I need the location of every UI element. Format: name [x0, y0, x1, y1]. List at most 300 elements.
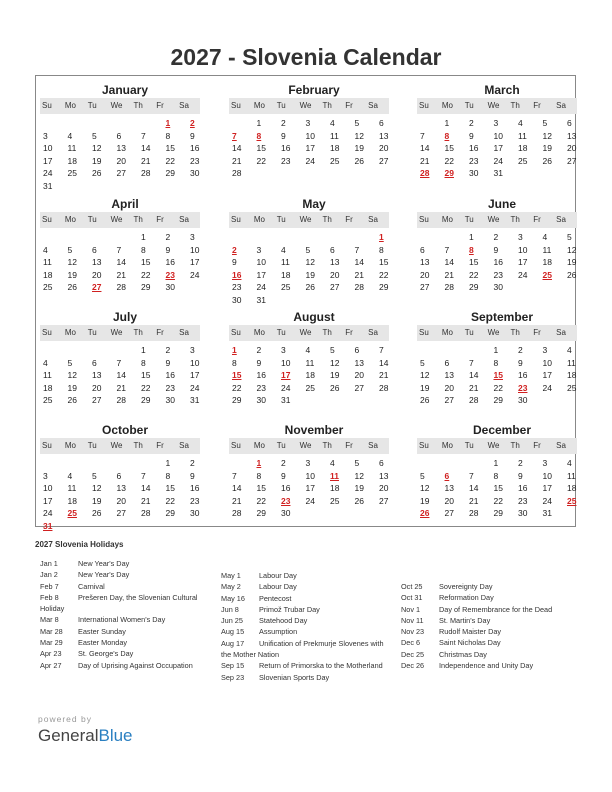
weekday-label: Mo	[441, 215, 453, 224]
day-cell: 5	[92, 470, 97, 481]
day-cell: 31	[256, 294, 266, 305]
day-cell: 3	[190, 232, 195, 242]
day-cell: 21	[141, 495, 151, 506]
day-cell: 28	[469, 508, 479, 518]
day-cell: 23	[256, 382, 266, 393]
day-cell: 23	[469, 155, 479, 166]
weekday-label: Mo	[441, 101, 453, 110]
day-cell: 30	[190, 508, 200, 518]
day-cell: 15	[165, 143, 175, 153]
day-cell: 8	[165, 130, 171, 141]
holiday-item	[221, 604, 401, 615]
day-cell: 26	[67, 395, 77, 405]
weekday-label: Sa	[556, 441, 566, 450]
holiday-day: 7	[232, 130, 237, 141]
weekday-header	[229, 438, 389, 454]
day-cell: 15	[493, 483, 503, 493]
day-cell: 3	[43, 470, 48, 481]
day-cell: 19	[354, 483, 364, 493]
weekday-label: Fr	[533, 101, 541, 110]
holiday-name: Christmas Day	[439, 649, 487, 659]
holiday-item	[221, 581, 401, 592]
day-cell: 24	[542, 495, 552, 506]
day-cell: 23	[165, 382, 175, 393]
day-cell: 3	[43, 130, 48, 141]
holiday-item	[221, 672, 401, 683]
day-cell: 27	[330, 282, 340, 292]
day-cell: 24	[281, 382, 291, 393]
day-cell: 18	[43, 382, 53, 393]
day-cell: 27	[420, 282, 430, 292]
day-cell: 2	[469, 118, 474, 128]
day-cell: 5	[305, 244, 311, 255]
day-cell: 4	[67, 130, 73, 141]
day-cell: 12	[330, 357, 340, 368]
weekday-label: Tu	[464, 101, 474, 110]
weekday-header	[229, 98, 389, 114]
weekday-label: Su	[231, 328, 241, 337]
holiday-name: St. George's Day	[78, 649, 134, 659]
day-cell: 30	[518, 395, 528, 405]
day-cell: 9	[190, 130, 195, 141]
day-cell: 17	[190, 370, 200, 380]
day-cell: 4	[567, 458, 572, 468]
day-cell: 2	[493, 232, 499, 242]
holiday-day: 27	[92, 282, 102, 292]
day-cell: 11	[518, 130, 527, 141]
day-cell: 29	[493, 508, 503, 518]
day-cell: 19	[330, 370, 340, 380]
holiday-date: Dec 26	[401, 661, 425, 671]
weekday-label: We	[110, 215, 123, 224]
weekday-label: Su	[42, 328, 52, 337]
weekday-label: Fr	[345, 101, 353, 110]
day-cell: 9	[165, 244, 171, 255]
weekday-label: We	[110, 441, 123, 450]
day-cell: 24	[190, 382, 200, 393]
day-cell: 9	[232, 257, 237, 267]
day-cell: 30	[493, 282, 503, 292]
holiday-day: 1	[379, 232, 384, 242]
weekday-label: Tu	[87, 328, 97, 337]
day-cell: 12	[420, 370, 430, 380]
weekday-label: We	[299, 441, 312, 450]
day-cell: 7	[379, 345, 384, 355]
day-cell: 16	[469, 143, 479, 153]
day-cell: 6	[116, 130, 122, 141]
weekday-label: Sa	[179, 215, 189, 224]
day-cell: 28	[469, 395, 479, 405]
day-cell: 6	[379, 458, 384, 468]
day-cell: 20	[420, 269, 430, 280]
day-cell: 25	[67, 168, 77, 178]
holiday-name: Assumption	[259, 627, 298, 637]
holiday-day: 23	[518, 382, 528, 393]
holiday-day: 17	[281, 370, 291, 380]
day-cell: 10	[305, 130, 315, 141]
day-cell: 5	[67, 244, 73, 255]
day-cell: 17	[518, 257, 528, 267]
day-cell: 10	[43, 483, 53, 493]
month-march	[417, 83, 577, 178]
day-cell: 5	[92, 130, 97, 141]
day-cell: 26	[92, 508, 102, 518]
holiday-name: Labour Day	[259, 582, 297, 592]
day-cell: 14	[232, 483, 242, 493]
day-cell: 22	[165, 155, 175, 166]
month-name: July	[112, 310, 137, 324]
day-cell: 19	[567, 257, 577, 267]
day-cell: 27	[354, 382, 364, 393]
weekday-label: Sa	[179, 101, 189, 110]
holiday-name: the Mother Nation	[221, 650, 280, 660]
day-cell: 21	[469, 382, 479, 393]
day-cell: 29	[256, 508, 266, 518]
weekday-label: Sa	[368, 101, 378, 110]
day-cell: 6	[444, 357, 450, 368]
day-cell: 10	[256, 257, 266, 267]
holiday-date: May 16	[221, 593, 245, 603]
day-cell: 27	[379, 155, 389, 166]
day-cell: 20	[116, 155, 126, 166]
day-cell: 2	[518, 458, 523, 468]
day-cell: 30	[281, 508, 291, 518]
day-cell: 3	[305, 118, 311, 128]
day-cell: 4	[43, 244, 48, 255]
day-cell: 12	[354, 470, 364, 481]
day-cell: 14	[116, 370, 126, 380]
day-cell: 1	[256, 118, 262, 128]
weekday-label: Tu	[276, 441, 286, 450]
day-cell: 11	[567, 470, 576, 481]
month-august	[229, 310, 389, 405]
day-cell: 2	[518, 345, 523, 355]
day-cell: 17	[305, 483, 315, 493]
day-cell: 6	[92, 244, 97, 255]
weekday-label: Su	[42, 215, 52, 224]
holiday-date: Jan 2	[40, 570, 58, 580]
weekday-label: Tu	[276, 101, 286, 110]
holiday-item	[221, 593, 401, 604]
weekday-header	[417, 212, 577, 228]
weekday-label: Mo	[253, 101, 265, 110]
day-cell: 17	[542, 483, 552, 493]
holiday-date: Feb 8	[40, 592, 59, 602]
day-cell: 9	[493, 244, 499, 255]
day-cell: 18	[305, 370, 315, 380]
weekday-label: Fr	[156, 215, 164, 224]
day-cell: 14	[444, 257, 454, 267]
day-cell: 21	[116, 382, 126, 393]
weekday-header	[229, 325, 389, 341]
holiday-day: 2	[232, 244, 237, 255]
holiday-item	[40, 592, 220, 603]
day-cell: 29	[232, 395, 242, 405]
day-cell: 7	[420, 130, 425, 141]
day-cell: 7	[232, 470, 237, 481]
day-cell: 23	[518, 495, 528, 506]
day-cell: 18	[281, 269, 291, 280]
holiday-item	[401, 660, 581, 671]
day-cell: 24	[542, 382, 552, 393]
weekday-label: We	[487, 101, 500, 110]
holiday-date: Apr 23	[40, 649, 62, 659]
day-cell: 10	[542, 357, 552, 368]
day-cell: 20	[330, 269, 340, 280]
day-cell: 25	[330, 155, 340, 166]
powered-by-text: powered by	[38, 714, 92, 724]
day-cell: 1	[141, 345, 146, 355]
holiday-date: Jun 25	[221, 616, 243, 626]
weekday-label: Tu	[87, 441, 97, 450]
holiday-name: Carnival	[78, 581, 105, 591]
day-cell: 15	[379, 257, 389, 267]
day-cell: 11	[281, 257, 290, 267]
month-july	[40, 310, 200, 405]
day-cell: 18	[542, 257, 552, 267]
day-cell: 11	[67, 143, 77, 153]
weekday-label: Tu	[464, 441, 474, 450]
holiday-day: 2	[190, 118, 195, 128]
day-cell: 11	[542, 244, 552, 255]
day-cell: 7	[141, 470, 146, 481]
day-cell: 3	[542, 345, 548, 355]
day-cell: 29	[165, 168, 175, 178]
day-cell: 19	[305, 269, 315, 280]
month-name: November	[284, 423, 344, 437]
day-cell: 5	[567, 232, 572, 242]
holiday-item	[40, 637, 220, 648]
weekday-header	[417, 438, 577, 454]
weekday-label: Su	[42, 441, 52, 450]
page-title: 2027 - Slovenia Calendar	[170, 44, 442, 70]
day-cell: 30	[165, 282, 175, 292]
holiday-name: Easter Sunday	[78, 626, 126, 636]
day-cell: 23	[190, 155, 200, 166]
holiday-item	[401, 592, 581, 603]
day-cell: 28	[379, 382, 389, 393]
day-cell: 30	[190, 168, 200, 178]
weekday-label: Sa	[179, 328, 189, 337]
holiday-name: St. Martin's Day	[439, 615, 491, 625]
holidays-column	[401, 581, 581, 671]
month-name: August	[293, 310, 335, 324]
weekday-label: Th	[510, 328, 520, 337]
holiday-name: Independence and Unity Day	[439, 661, 534, 671]
day-cell: 20	[567, 143, 577, 153]
day-cell: 20	[92, 269, 102, 280]
day-cell: 26	[354, 155, 364, 166]
day-cell: 27	[444, 508, 454, 518]
month-name: March	[484, 83, 520, 97]
day-cell: 22	[493, 382, 503, 393]
day-cell: 1	[469, 232, 474, 242]
day-cell: 24	[305, 155, 315, 166]
day-cell: 10	[43, 143, 53, 153]
holiday-item	[221, 660, 401, 671]
day-cell: 10	[305, 470, 315, 481]
day-cell: 7	[444, 244, 450, 255]
day-cell: 15	[256, 483, 266, 493]
day-cell: 12	[92, 143, 102, 153]
weekday-label: Sa	[368, 328, 378, 337]
weekday-label: Fr	[156, 328, 164, 337]
day-cell: 9	[281, 130, 286, 141]
holiday-date: Jan 1	[40, 559, 58, 568]
weekday-header	[229, 212, 389, 228]
holiday-name: Prešeren Day, the Slovenian Cultural	[78, 592, 198, 602]
day-cell: 25	[43, 395, 53, 405]
day-cell: 16	[190, 483, 200, 493]
holiday-name: Holiday	[40, 604, 65, 614]
day-cell: 7	[116, 357, 122, 368]
day-cell: 15	[141, 257, 151, 267]
day-cell: 3	[518, 232, 523, 242]
weekday-label: Tu	[87, 215, 97, 224]
day-cell: 6	[116, 470, 122, 481]
day-cell: 10	[281, 357, 291, 368]
day-cell: 7	[354, 244, 360, 255]
day-cell: 3	[281, 345, 286, 355]
day-cell: 29	[141, 282, 151, 292]
holiday-item	[401, 637, 581, 648]
weekday-label: Th	[322, 215, 332, 224]
weekday-label: Mo	[64, 101, 76, 110]
day-cell: 19	[420, 495, 430, 506]
day-cell: 16	[281, 483, 291, 493]
day-cell: 10	[542, 470, 552, 481]
day-cell: 16	[493, 257, 503, 267]
holidays-column	[40, 558, 220, 671]
day-cell: 28	[232, 168, 242, 178]
month-october	[40, 423, 200, 531]
holiday-day: 15	[232, 370, 242, 380]
month-november	[229, 423, 389, 518]
holiday-date: Sep 23	[221, 672, 245, 682]
holiday-date: Feb 7	[40, 581, 59, 591]
holiday-day: 26	[420, 508, 430, 518]
day-cell: 5	[354, 118, 360, 128]
weekday-label: Mo	[64, 328, 76, 337]
day-cell: 28	[141, 508, 151, 518]
weekday-label: Su	[42, 101, 52, 110]
day-cell: 17	[43, 155, 53, 166]
month-september	[417, 310, 577, 405]
day-cell: 30	[256, 395, 266, 405]
day-cell: 6	[567, 118, 572, 128]
day-cell: 13	[444, 370, 454, 380]
day-cell: 16	[165, 370, 175, 380]
day-cell: 7	[469, 357, 474, 368]
holiday-name: Day of Uprising Against Occupation	[78, 660, 193, 670]
day-cell: 11	[67, 483, 77, 493]
holiday-day: 15	[493, 370, 503, 380]
holiday-date: Nov 23	[401, 627, 425, 637]
day-cell: 30	[232, 294, 242, 305]
day-cell: 5	[420, 357, 425, 368]
day-cell: 27	[116, 168, 126, 178]
day-cell: 22	[232, 382, 242, 393]
day-cell: 23	[281, 155, 291, 166]
day-cell: 20	[379, 483, 389, 493]
day-cell: 20	[116, 495, 126, 506]
holiday-item	[401, 604, 581, 615]
day-cell: 23	[232, 282, 242, 292]
day-cell: 4	[330, 458, 335, 468]
weekday-label: Sa	[556, 328, 566, 337]
holiday-item	[221, 649, 401, 660]
month-name: January	[101, 83, 149, 97]
day-cell: 14	[116, 257, 126, 267]
holiday-day: 8	[469, 244, 474, 255]
weekday-label: Sa	[368, 215, 378, 224]
holiday-day: 6	[444, 470, 450, 481]
day-cell: 7	[469, 470, 474, 481]
day-cell: 31	[493, 168, 503, 178]
weekday-label: Tu	[276, 328, 286, 337]
day-cell: 16	[256, 370, 266, 380]
holiday-date: Oct 25	[401, 582, 423, 591]
weekday-label: Mo	[441, 328, 453, 337]
day-cell: 9	[518, 470, 523, 481]
weekday-label: Su	[231, 441, 241, 450]
day-cell: 26	[542, 155, 552, 166]
day-cell: 21	[444, 269, 454, 280]
day-cell: 6	[330, 244, 335, 255]
day-cell: 17	[190, 257, 200, 267]
weekday-label: We	[299, 215, 312, 224]
weekday-label: Su	[419, 101, 429, 110]
brand-name-general: General	[38, 726, 99, 745]
day-cell: 24	[43, 508, 53, 518]
day-cell: 31	[43, 180, 53, 191]
day-cell: 28	[141, 168, 151, 178]
holiday-item	[40, 569, 220, 580]
day-cell: 18	[67, 495, 77, 506]
day-cell: 19	[92, 155, 102, 166]
day-cell: 17	[305, 143, 315, 153]
day-cell: 17	[493, 143, 503, 153]
holiday-date: Apr 27	[40, 660, 62, 670]
weekday-label: Th	[133, 215, 143, 224]
day-cell: 24	[43, 168, 53, 178]
weekday-label: Th	[322, 328, 332, 337]
weekday-label: Th	[133, 328, 143, 337]
day-cell: 26	[92, 168, 102, 178]
weekday-label: Su	[231, 215, 241, 224]
day-cell: 13	[379, 470, 389, 481]
day-cell: 5	[420, 470, 425, 481]
day-cell: 27	[116, 508, 126, 518]
holiday-date: Mar 8	[40, 615, 59, 625]
day-cell: 26	[330, 382, 340, 393]
day-cell: 31	[190, 395, 200, 405]
weekday-label: Sa	[368, 441, 378, 450]
day-cell: 1	[165, 458, 171, 468]
day-cell: 18	[518, 143, 528, 153]
weekday-label: We	[299, 101, 312, 110]
day-cell: 22	[469, 269, 479, 280]
weekday-label: Su	[419, 215, 429, 224]
day-cell: 13	[567, 130, 577, 141]
holiday-item	[401, 615, 581, 626]
weekday-header	[40, 98, 200, 114]
holiday-date: Aug 15	[221, 627, 245, 637]
day-cell: 8	[493, 470, 499, 481]
day-cell: 10	[493, 130, 503, 141]
day-cell: 26	[567, 269, 577, 280]
weekday-label: Su	[231, 101, 241, 110]
